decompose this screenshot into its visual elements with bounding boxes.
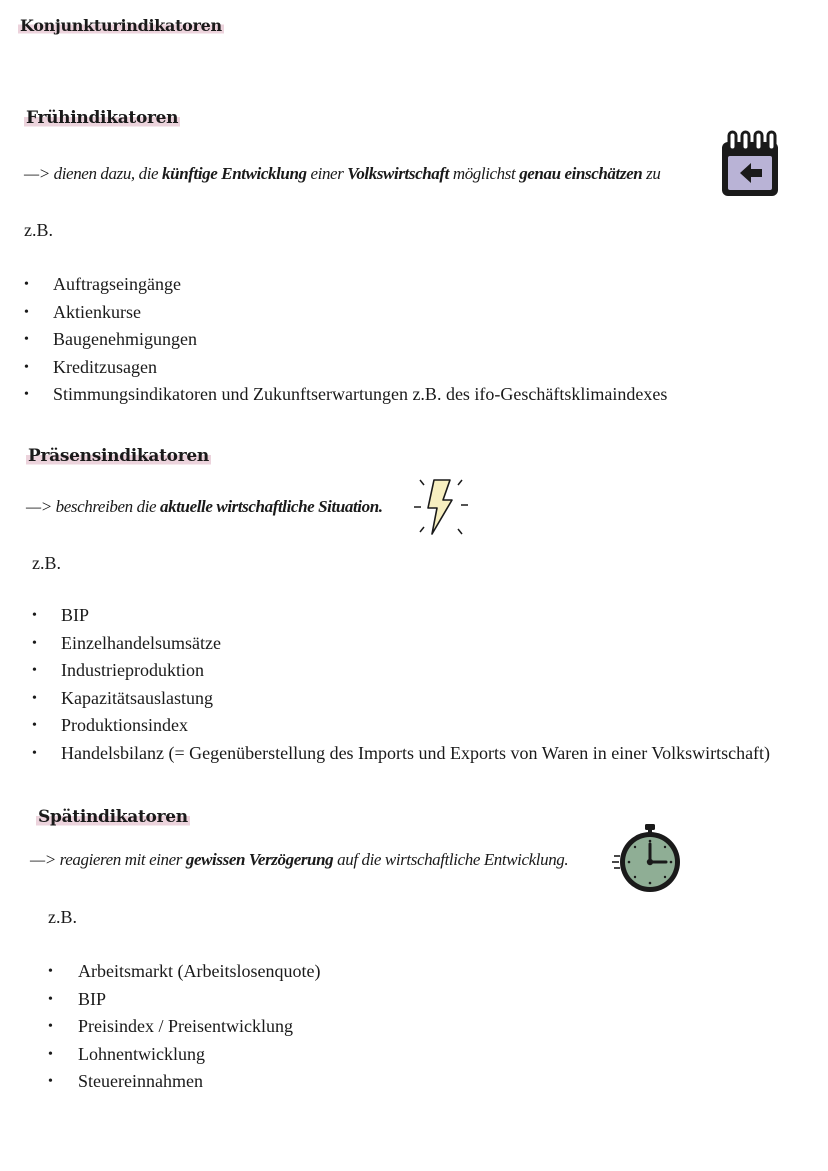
list-item-label: Handelsbilanz (= Gegenüberstellung des Imports und Exports von Waren in einer Volkswirtschaft): [61, 742, 771, 763]
list-item-label: Preisindex / Preisentwicklung: [78, 1016, 293, 1036]
bullet-icon: •: [32, 608, 37, 623]
section-heading-praesensindikatoren: Präsensindikatoren: [28, 446, 209, 466]
calendar-back-icon: [718, 128, 782, 204]
example-label: z.B.: [32, 553, 61, 573]
list-item-label: Industrieproduktion: [61, 660, 204, 680]
bullet-icon: •: [48, 1019, 53, 1034]
section-heading-spaetindikatoren: Spätindikatoren: [38, 807, 188, 827]
bullet-icon: •: [32, 663, 37, 678]
description-run: auf die wirtschaftliche Entwicklung.: [333, 850, 569, 869]
example-label: z.B.: [48, 907, 77, 927]
example-label: z.B.: [24, 220, 53, 240]
list-item-label: Aktienkurse: [53, 301, 141, 322]
bullet-icon: •: [24, 304, 29, 320]
list-item-label: Kreditzusagen: [53, 356, 157, 377]
bullet-icon: •: [24, 277, 29, 292]
description-run: —> dienen dazu, die: [24, 164, 163, 183]
list-item-label: Baugenehmigungen: [53, 329, 197, 349]
bullet-icon: •: [48, 1046, 53, 1062]
bullet-icon: •: [32, 635, 37, 651]
stopwatch-icon: [612, 822, 686, 898]
description-run: —> beschreiben die: [26, 497, 161, 516]
bullet-icon: •: [48, 991, 53, 1007]
list-item-label: Kapazitätsauslastung: [61, 687, 213, 708]
list-item-label: BIP: [61, 605, 90, 625]
bullet-icon: •: [24, 387, 29, 402]
list-item-label: BIP: [78, 988, 107, 1009]
description-run: genau einschätzen: [519, 164, 643, 183]
description-run: Volkswirtschaft: [347, 164, 449, 183]
list-item-label: Stimmungsindikatoren und Zukunftserwartungen z.B. des ifo-Geschäftsklimaindexes: [53, 384, 668, 404]
description-run: aktuelle wirtschaftliche Situation.: [160, 497, 383, 516]
lightning-icon: [412, 474, 472, 544]
description-run: gewissen Verzögerung: [185, 850, 334, 869]
bullet-icon: •: [32, 718, 37, 733]
section-description-praesensindikatoren: [26, 497, 383, 517]
section-description-spaetindikatoren: [30, 850, 568, 870]
bullet-icon: •: [48, 964, 53, 979]
description-run: einer: [306, 164, 348, 183]
list-item-label: Lohnentwicklung: [78, 1043, 205, 1064]
page-title: Konjunkturindikatoren: [20, 16, 222, 35]
list-item-label: Arbeitsmarkt (Arbeitslosenquote): [78, 961, 321, 981]
list-item-label: Produktionsindex: [61, 715, 189, 735]
description-run: künftige Entwicklung: [162, 164, 307, 183]
section-description-fruehindikatoren: [24, 164, 660, 184]
list-item-label: Einzelhandelsumsätze: [61, 632, 221, 653]
bullet-icon: •: [48, 1074, 53, 1089]
bullet-icon: •: [24, 359, 29, 375]
description-run: möglichst: [448, 164, 520, 183]
list-item-label: Steuereinnahmen: [78, 1071, 203, 1091]
bullet-icon: •: [32, 690, 37, 706]
bullet-icon: •: [32, 745, 37, 761]
list-item-label: Auftragseingänge: [53, 274, 181, 294]
description-run: zu: [642, 164, 661, 183]
bullet-icon: •: [24, 332, 29, 347]
description-run: —> reagieren mit einer: [30, 850, 186, 869]
section-heading-fruehindikatoren: Frühindikatoren: [26, 108, 179, 128]
